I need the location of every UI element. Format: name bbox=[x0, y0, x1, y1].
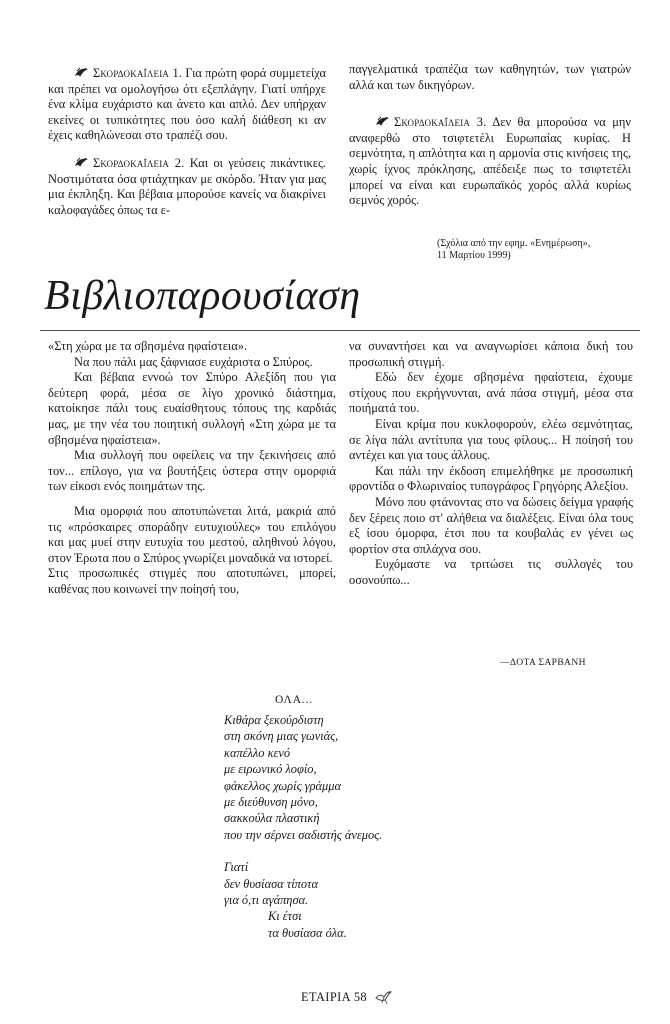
page-footer bbox=[301, 986, 393, 1006]
comment-2-text: Και οι γεύσεις πικάντικες. Νοστιμότατα όσα φτιάχτηκαν με σκόρδο. Ήταν για μας μια έκπληξη. Και βέβαια μπορούσε κανείς να διακρίνει καλοφαγάδες όπως τα ε- bbox=[48, 155, 326, 217]
top-left-column bbox=[48, 66, 326, 218]
poem-line: τα θυσίασα όλα. bbox=[268, 925, 347, 940]
garlic-dingbat-icon bbox=[74, 67, 89, 78]
source-line-2: 11 Μαρτίου 1999) bbox=[437, 250, 511, 261]
poem bbox=[224, 712, 524, 941]
review-paragraph-6: Στις προσωπικές στιγμές που αποτυπώνει, μπορεί, καθένας που κοινωνεί την ποίησή του, bbox=[48, 566, 336, 596]
comment-1 bbox=[48, 66, 326, 144]
review-paragraph-11: Μόνο που φτάνοντας στο να δώσεις δείγμα γραφής δεν ξέρεις ποιο στ' αλήθεια να διαλέξεις. Είναι όλα τους εξ ίσου όμορφα, έτσι που τα κουβαλάς εν γένει ως φορτίον στα σπλάχνα σου. bbox=[349, 494, 633, 556]
section-divider bbox=[40, 330, 640, 331]
review-paragraph-10: Και πάλι την έκδοση επιμελήθηκε με προσωπική φροντίδα ο Φλωριναίος τυπογράφος Γρηγόρης Αλεξίου. bbox=[349, 463, 633, 494]
garlic-dingbat-icon bbox=[375, 116, 390, 127]
comment-2 bbox=[48, 156, 326, 218]
review-paragraph-2: Να που πάλι μας ξάφνιασε ευχάριστα ο Σπύρος. bbox=[74, 354, 313, 369]
page-number: 58 bbox=[353, 990, 368, 1004]
poem-line: Γιατί bbox=[224, 860, 249, 875]
bird-ornament-icon bbox=[373, 986, 393, 1006]
poem-line: Κιθάρα ξεκούρδιστη bbox=[224, 713, 324, 727]
review-paragraph-7: να συναντήσει και να αναγνωρίσει κάποια δική του προσωπική στιγμή. bbox=[349, 339, 633, 369]
section-title: Βιβλιοπαρουσίαση bbox=[44, 273, 361, 319]
poem-line: για ό,τι αγάπησα. bbox=[224, 893, 309, 908]
comment-1-label: Σκορδοκαΐλεια 1. bbox=[93, 66, 183, 80]
comment-1-text: Για πρώτη φορά συμμετείχα και πρέπει να ομολογήσω ότι εξεπλάγην. Γιατί υπήρχε ένα κλίμα ευχάριστο και άνετο και απλό. Δεν υπήρχαν εκείνες οι τυπικότητες που όσο καλή διάθεση κι αν έχεις καθηλώνεσαι στο τραπέζι σου. bbox=[48, 66, 326, 143]
journal-name: ΕΤΑΙΡΙΑ bbox=[301, 990, 351, 1004]
poem-line: σακκούλα πλαστική bbox=[224, 811, 320, 826]
review-right-column bbox=[349, 339, 633, 589]
source-citation bbox=[437, 238, 637, 262]
poem-line: στη σκόνη μιας γωνιάς, bbox=[224, 729, 339, 744]
review-left-column bbox=[48, 339, 336, 598]
poem-title: ΟΛΑ... bbox=[275, 694, 313, 706]
poem-line: με διεύθυνση μόνο, bbox=[224, 795, 318, 810]
poem-line: καπέλλο κενό bbox=[224, 745, 291, 760]
comment-2-label: Σκορδοκαΐλεια 2. bbox=[93, 155, 185, 170]
garlic-dingbat-icon bbox=[74, 157, 89, 168]
comment-3 bbox=[349, 115, 631, 209]
review-paragraph-5: Μια ομορφιά που αποτυπώνεται λιτά, μακριά από τις «πρόσκαιρες σποράδην ευτυχιούλες» του επιλόγου και μας μυεί στην ευτυχία του μεστού, αληθινού λόγου, στον Έρωτα που ο Σπύρος γνωρίζει μοναδικά να ιστορεί. bbox=[48, 503, 336, 565]
review-paragraph-8: Εδώ δεν έχομε σβησμένα ηφαίστεια, έχουμε στίχους που εκρήγνυνται, ανά πάσα στιγμή, μέσα στα ποιήματά του. bbox=[349, 370, 633, 416]
review-paragraph-1: «Στη χώρα με τα σβησμένα ηφαίστεια». bbox=[48, 339, 248, 353]
source-line-1: (Σχόλια από την εφημ. «Ενημέρωση», bbox=[437, 238, 591, 249]
review-paragraph-3: Και βέβαια εννοώ τον Σπύρο Αλεξίδη που για δεύτερη φορά, μέσα σε λίγο χρονικό διάστημα, κατοίκησε πάλι τους ευαίσθητους τόπους της καρδιάς μας, με την νέα του ποιητική συλλογή «Στη χώρα με τα σβησμένα ηφαίστεια». bbox=[48, 370, 336, 447]
comment-3-text: Δεν θα μπορούσα να μην αναφερθώ στο τσιφτετέλι Ευρωπαίας κυρίας. Η σεμνότητα, η απλότητα και η αρμονία στις κινήσεις της, χωρίς ίχνος πρόκλησης, απέδειξε πως το τσιφτετέλι μπορεί να είναι και ευρωπαϊκός χορός αλλά κυρίως σεμνός χορός. bbox=[349, 115, 631, 208]
author-signature: —ΔΟΤΑ ΣΑΡΒΑΝΗ bbox=[500, 658, 586, 668]
poem-line: φάκελλος χωρίς γράμμα bbox=[224, 778, 341, 793]
poem-line: Κι έτσι bbox=[268, 909, 302, 924]
comment-3-label: Σκορδοκαΐλεια 3. bbox=[394, 115, 487, 130]
poem-line: με ειρωνικό λοφίο, bbox=[224, 762, 317, 777]
poem-line: δεν θυσίασα τίποτα bbox=[224, 876, 319, 891]
review-paragraph-4: Μια συλλογή που οφείλεις να την ξεκινήσεις από τον... επίλογο, για να βουτήξεις ύστερα στην ομορφιά των είκοσι ενός ποιημάτων της. bbox=[48, 448, 336, 494]
poem-line: που την σέρνει σαδιστής άνεμος. bbox=[224, 827, 383, 842]
top-right-column bbox=[349, 62, 631, 209]
review-paragraph-12: Ευχόμαστε να τριτώσει τις συλλογές του οσονούπω... bbox=[349, 557, 633, 587]
review-paragraph-9: Είναι κρίμα που κυκλοφορούν, ελέω σεμνότητας, σε λίγα πάλι αντίτυπα για τους φίλους... Η ποίησή του αντέχει και για τους άλλους. bbox=[349, 416, 633, 463]
comment-2-continued: παγγελματικά τραπέζια των καθηγητών, των γιατρών αλλά και των δικηγόρων. bbox=[349, 62, 631, 92]
